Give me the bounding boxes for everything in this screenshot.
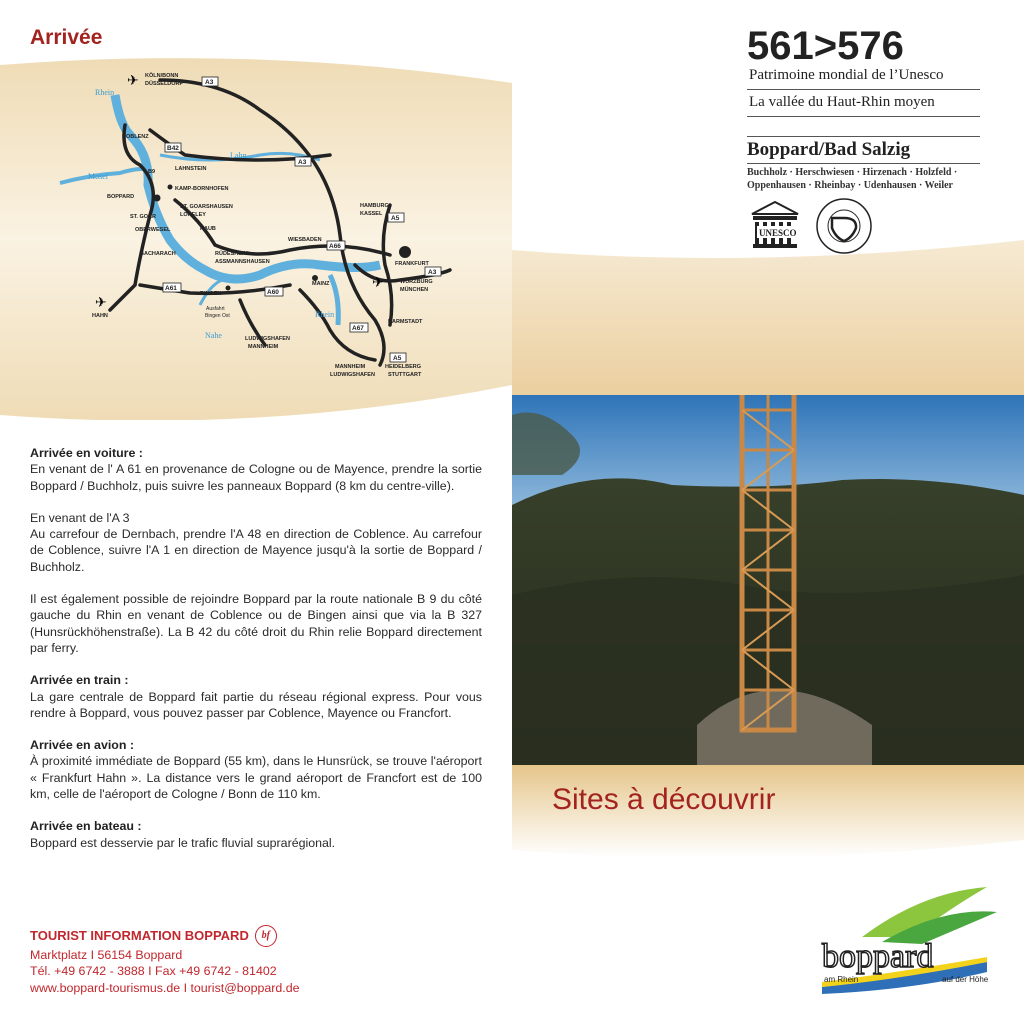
- svg-text:✈: ✈: [95, 295, 107, 311]
- svg-text:auf der Höhe: auf der Höhe: [942, 975, 989, 984]
- svg-text:Lahn: Lahn: [230, 151, 247, 160]
- svg-text:KAUB: KAUB: [200, 226, 216, 232]
- svg-text:B42: B42: [167, 145, 179, 152]
- bf-logo-icon: bf: [255, 925, 277, 947]
- svg-text:A3: A3: [298, 159, 307, 166]
- svg-text:LORELEY: LORELEY: [180, 212, 206, 218]
- valley-subtitle: La vallée du Haut-Rhin moyen: [749, 94, 935, 110]
- bateau-heading: Arrivée en bateau :: [30, 819, 142, 834]
- svg-text:WIESBADEN: WIESBADEN: [288, 237, 322, 243]
- right-page: [512, 0, 1024, 1024]
- svg-text:A67: A67: [352, 325, 364, 332]
- svg-text:HEIDELBERG: HEIDELBERG: [385, 364, 422, 370]
- svg-text:KASSEL: KASSEL: [360, 211, 383, 217]
- svg-text:OBERWESEL: OBERWESEL: [135, 227, 171, 233]
- boppard-logo-text: boppard: [822, 938, 934, 975]
- route-map: [0, 55, 512, 420]
- svg-text:KAMP-BORNHOFEN: KAMP-BORNHOFEN: [175, 186, 229, 192]
- svg-text:A66: A66: [329, 243, 341, 250]
- svg-text:ASSMANNSHAUSEN: ASSMANNSHAUSEN: [215, 259, 270, 265]
- svg-text:BINGEN: BINGEN: [200, 291, 222, 297]
- place-title: Boppard/Bad Salzig: [747, 139, 911, 160]
- voiture-paragraph-2-intro: En venant de l'A 3: [30, 510, 130, 525]
- svg-text:KÖLN/BONN: KÖLN/BONN: [145, 73, 179, 79]
- svg-text:BOPPARD: BOPPARD: [107, 194, 135, 200]
- route-map-svg: [0, 55, 512, 420]
- svg-text:A3: A3: [428, 269, 437, 276]
- route-code: 561>576: [747, 24, 904, 68]
- svg-text:A60: A60: [267, 289, 279, 296]
- svg-text:LUDWIGSHAFEN: LUDWIGSHAFEN: [330, 372, 375, 378]
- observation-tower-photo: [512, 395, 1024, 765]
- svg-text:Mosel: Mosel: [88, 172, 108, 181]
- sites-title: Sites à découvrir: [552, 783, 776, 816]
- svg-text:✈: ✈: [127, 73, 139, 89]
- svg-text:WÜRZBURG: WÜRZBURG: [400, 279, 433, 285]
- svg-text:am Rhein: am Rhein: [824, 975, 859, 984]
- unesco-subtitle: Patrimoine mondial de l’Unesco: [749, 67, 944, 83]
- divider: [747, 89, 980, 90]
- arrivee-title: Arrivée: [30, 26, 103, 49]
- villages-list: [747, 166, 987, 192]
- svg-text:RÜDESHEIM/: RÜDESHEIM/: [215, 251, 250, 257]
- voiture-heading: Arrivée en voiture :: [30, 446, 143, 460]
- svg-text:MANNHEIM: MANNHEIM: [248, 344, 279, 350]
- svg-text:A5: A5: [391, 215, 400, 222]
- svg-text:FRANKFURT: FRANKFURT: [395, 261, 429, 267]
- svg-text:LAHNSTEIN: LAHNSTEIN: [175, 166, 207, 172]
- svg-text:BACHARACH: BACHARACH: [140, 251, 176, 257]
- svg-text:STUTTGART: STUTTGART: [388, 372, 422, 378]
- villages-line-1: Buchholz · Herschwiesen · Hirzenach · Holzfeld ·: [747, 167, 958, 178]
- svg-text:A5: A5: [393, 355, 402, 362]
- avion-paragraph: À proximité immédiate de Boppard (55 km), dans le Hunsrück, se trouve l'aéroport « Frankfurt Hahn ». La distance vers le grand aéroport de Francfort est de 100 km, celle de l'aéroport de Cologne / Bonn de 110 km.: [30, 754, 482, 802]
- svg-text:ST. GOARSHAUSEN: ST. GOARSHAUSEN: [180, 204, 233, 210]
- svg-text:HAMBURG: HAMBURG: [360, 203, 389, 209]
- avion-heading: Arrivée en avion :: [30, 738, 134, 753]
- svg-text:DÜSSELDORF: DÜSSELDORF: [145, 81, 183, 87]
- svg-text:✈: ✈: [372, 275, 384, 291]
- bateau-paragraph: Boppard est desservie par le trafic fluvial suprarégional.: [30, 835, 336, 850]
- svg-text:Bingen Ost: Bingen Ost: [205, 313, 230, 319]
- tourist-information: [30, 925, 360, 996]
- svg-text:Ausfahrt: Ausfahrt: [206, 306, 225, 312]
- svg-text:UNESCO: UNESCO: [759, 228, 797, 238]
- villages-line-2: Oppenhausen · Rheinbay · Udenhausen · Weiler: [747, 180, 953, 191]
- svg-text:A61: A61: [165, 285, 177, 292]
- svg-text:Nahe: Nahe: [205, 331, 222, 340]
- tourist-info-title: TOURIST INFORMATION BOPPARD: [30, 927, 249, 943]
- svg-text:A3: A3: [205, 79, 214, 86]
- voiture-paragraph-1: En venant de l' A 61 en provenance de Cologne ou de Mayence, prendre la sortie Boppard / Buchholz, puis suivre les panneaux Boppard (8 km du centre-ville).: [30, 462, 482, 493]
- svg-text:DARMSTADT: DARMSTADT: [388, 319, 423, 325]
- svg-text:MÜNCHEN: MÜNCHEN: [400, 287, 429, 293]
- svg-text:ST. GOAR: ST. GOAR: [130, 214, 156, 220]
- svg-text:B9: B9: [148, 169, 156, 175]
- divider: [747, 116, 980, 117]
- tourist-info-heading: [30, 925, 360, 947]
- svg-text:HAHN: HAHN: [92, 313, 108, 319]
- svg-text:Rhein: Rhein: [95, 88, 115, 97]
- svg-text:KOBLENZ: KOBLENZ: [122, 134, 149, 140]
- tourist-info-web[interactable]: www.boppard-tourismus.de I tourist@boppard.de: [30, 980, 300, 995]
- svg-text:MAINZ: MAINZ: [312, 281, 330, 287]
- arrival-text: [30, 445, 482, 867]
- train-heading: Arrivée en train :: [30, 673, 129, 688]
- train-paragraph: La gare centrale de Boppard fait partie du réseau régional express. Pour vous rendre à Boppard, vous pouvez passer par Coblence, Mayence ou Francfort.: [30, 689, 482, 720]
- svg-text:Rhein: Rhein: [315, 310, 335, 319]
- tourist-info-phone: Tél. +49 6742 - 3888 I Fax +49 6742 - 81402: [30, 964, 277, 979]
- divider: [747, 163, 980, 164]
- voiture-paragraph-3: Il est également possible de rejoindre Boppard par la route nationale B 9 du côté gauche du Rhin en venant de Coblence ou de Bingen ainsi que via la B 327 (Hunsrückhöhenstraße). La B 42 du côté droit du Rhin relie Boppard directement par ferry.: [30, 592, 482, 655]
- boppard-logo: [802, 882, 1002, 1002]
- svg-text:MANNHEIM: MANNHEIM: [335, 364, 366, 370]
- voiture-paragraph-2: Au carrefour de Dernbach, prendre l'A 48 en direction de Coblence. Au carrefour de Coblence, suivre l'A 1 en direction de Mayence jusqu'à la sortie de Boppard / Buchholz.: [30, 527, 482, 574]
- tourist-info-address: Marktplatz I 56154 Boppard: [30, 948, 183, 962]
- divider: [747, 136, 980, 137]
- svg-text:LUDWIGSHAFEN: LUDWIGSHAFEN: [245, 336, 290, 342]
